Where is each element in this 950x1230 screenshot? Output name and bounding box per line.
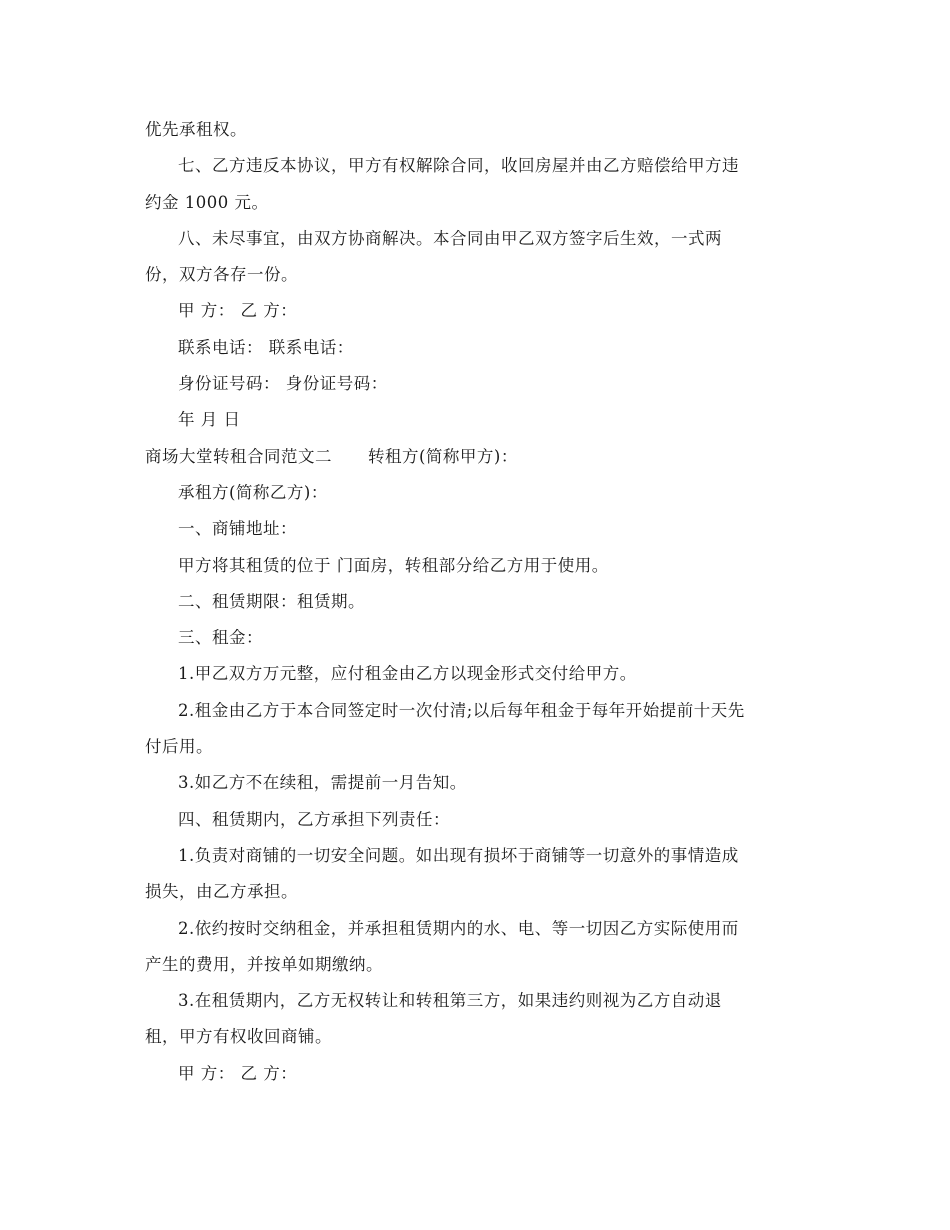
text-line: 损失，由乙方承担。 [145,882,298,902]
signature-party-line: 甲 方： 乙 方： [178,1063,298,1083]
clause-three-heading: 三、租金： [178,628,263,648]
text-line: 2.租金由乙方于本合同签定时一次付清;以后每年租金于每年开始提前十天先 [178,700,745,720]
text-line: 付后用。 [145,737,213,757]
clause-two-heading: 二、租赁期限：租赁期。 [178,591,365,611]
text-line: 1.甲乙双方万元整，应付租金由乙方以现金形式交付给甲方。 [178,664,637,684]
text-line: 2.依约按时交纳租金，并承担租赁期内的水、电、等一切因乙方实际使用而 [178,918,739,938]
text-line: 甲方将其租赁的位于 门面房，转租部分给乙方用于使用。 [178,555,609,575]
id-number-line: 身份证号码： 身份证号码： [178,374,388,394]
clause-four-heading: 四、租赁期内，乙方承担下列责任： [178,809,450,829]
lessee-label: 承租方(简称乙方)： [178,482,328,502]
clause-seven: 七、乙方违反本协议，甲方有权解除合同，收回房屋并由乙方赔偿给甲方违 [178,156,739,176]
text-line: 1.负责对商铺的一切安全问题。如出现有损坏于商铺等一切意外的事情造成 [178,845,739,865]
text-line: 产生的费用，并按单如期缴纳。 [145,954,383,974]
contact-phone-line: 联系电话： 联系电话： [178,337,354,357]
text-line: 优先承租权。 [145,120,247,139]
sublessor-label: 转租方(简称甲方)： [368,446,518,466]
text-line: 份，双方各存一份。 [145,265,298,285]
text-line: 约金 1000 元。 [145,192,269,212]
text-line: 3.在租赁期内，乙方无权转让和转租第三方，如果违约则视为乙方自动退 [178,991,722,1011]
clause-one-heading: 一、商铺地址： [178,519,297,539]
clause-eight: 八、未尽事宜，由双方协商解决。本合同由甲乙双方签字后生效，一式两 [178,228,722,248]
document-body [145,112,810,1092]
signature-party-line: 甲 方： 乙 方： [178,301,298,321]
section-heading: 商场大堂转租合同范文二 [145,446,332,466]
section-heading-line [145,439,810,475]
text-line: 3.如乙方不在续租，需提前一月告知。 [178,773,467,793]
date-line: 年 月 日 [178,410,241,430]
text-line: 租，甲方有权收回商铺。 [145,1027,332,1047]
